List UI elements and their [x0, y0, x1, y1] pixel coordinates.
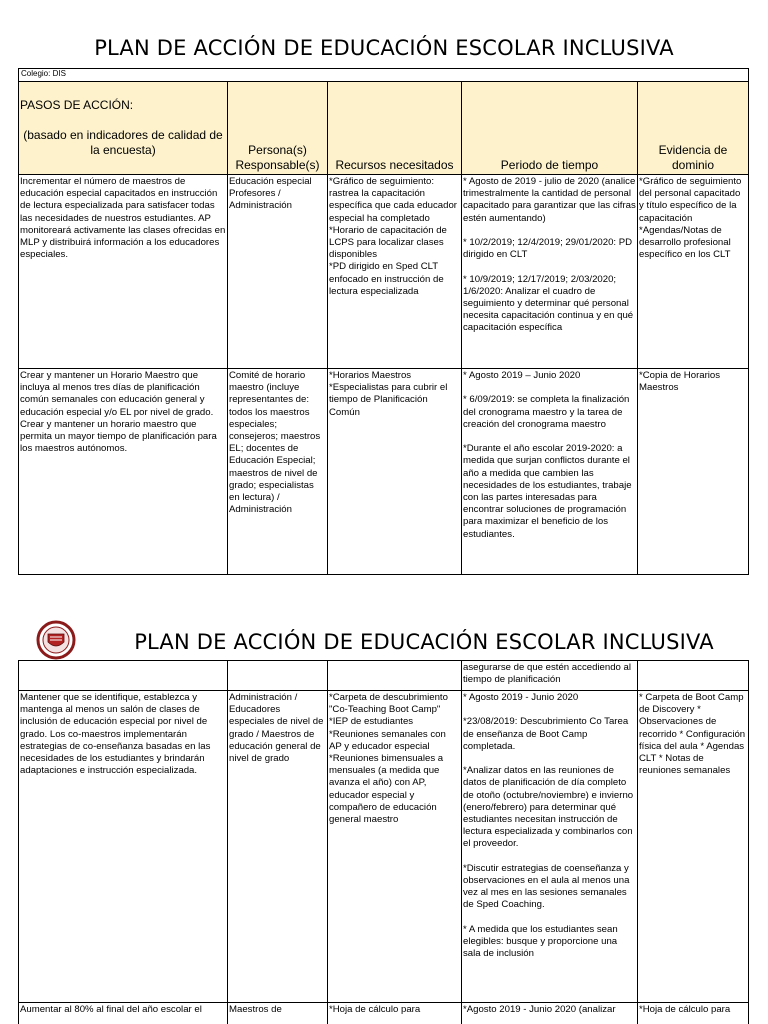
timeline-cell: * Agosto de 2019 - julio de 2020 (analice trimestralmente la cantidad de personal capacitado para garantizar que las cifras estén aumentando) * 10/2/2019; 12/4/2019; 29/01/2020: PD dirigido en CLT * 10/9/2019; 12/17/2019; 2/03/2020; 1/6/2020: Analizar el cuadro de seguimiento y determinar qué personal necesita capacitación continua y en qué capacitación específica — [462, 175, 638, 369]
header-steps-subtitle: (basado en indicadores de calidad de la encuesta) — [23, 128, 223, 157]
action-step-cell — [19, 661, 228, 691]
responsible-cell: Maestros de — [228, 1003, 328, 1024]
header-resources: Recursos necesitados — [328, 82, 462, 175]
action-step-cell: Crear y mantener un Horario Maestro que incluya al menos tres días de planificación común semanales con educación general y educación especial y/o EL por nivel de grado. Crear y mantener un horario maestro que permita un mayor tiempo de planificación para los maestros autónomos. — [19, 369, 228, 575]
school-label: Colegio: DIS — [19, 69, 749, 82]
action-plan-table-continued — [18, 660, 749, 1024]
responsible-cell: Administración / Educadores especiales de nivel de grado / Maestros de educación general de nivel de grado — [228, 691, 328, 1003]
header-action-steps — [19, 82, 228, 175]
action-step-cell: Incrementar el número de maestros de educación especial capacitados en instrucción de lectura especializada para satisfacer todas las necesidades de nuestros estudiantes. AP monitoreará activamente las clases ofrecidas en MLP y distribuirá información a los educadores especiales. — [19, 175, 228, 369]
evidence-cell — [638, 661, 749, 691]
header-steps-title: PASOS DE ACCIÓN: — [20, 98, 134, 112]
evidence-cell: *Copia de Horarios Maestros — [638, 369, 749, 575]
timeline-cell: * Agosto 2019 – Junio 2020 * 6/09/2019: se completa la finalización del cronograma maestro y la tarea de creación del cronograma maestro *Durante el año escolar 2019-2020: a medida que surjan conflictos durante el año a medida que cambien las necesidades de los estudiantes, trabaje con las partes interesadas para encontrar soluciones de programación para maximizar el beneficio de los estudiantes. — [462, 369, 638, 575]
timeline-cell: *Agosto 2019 - Junio 2020 (analizar — [462, 1003, 638, 1024]
table-row — [19, 661, 749, 691]
responsible-cell: Comité de horario maestro (incluye representantes de: todos los maestros especiales; consejeros; maestros EL; docentes de Educación Especial; maestros de nivel de grado; especialistas en lectura) / Administración — [228, 369, 328, 575]
resources-cell: *Carpeta de descubrimiento "Co-Teaching Boot Camp" *IEP de estudiantes *Reuniones semanales con AP y educador especial *Reuniones bimensuales a mensuales (a medida que avanza el año) con AP, educador especial y compañero de educación general maestro — [328, 691, 462, 1003]
table-row — [19, 691, 749, 1003]
resources-cell: *Gráfico de seguimiento: rastrea la capacitación específica que cada educador especial ha completado *Horario de capacitación de LCPS para localizar clases disponibles *PD dirigido en Sped CLT enfocado en instrucción de lectura especializada — [328, 175, 462, 369]
resources-cell: *Hoja de cálculo para — [328, 1003, 462, 1024]
page-title: PLAN DE ACCIÓN DE EDUCACIÓN ESCOLAR INCLUSIVA — [94, 36, 674, 60]
header-timeline: Periodo de tiempo — [462, 82, 638, 175]
evidence-cell: *Gráfico de seguimiento del personal capacitado y título específico de la capacitación *Agendas/Notas de desarrollo profesional específico en los CLT — [638, 175, 749, 369]
table-row — [19, 1003, 749, 1024]
header-responsible: Persona(s) Responsable(s) — [228, 82, 328, 175]
responsible-cell — [228, 661, 328, 691]
resources-cell: *Horarios Maestros *Especialistas para cubrir el tiempo de Planificación Común — [328, 369, 462, 575]
header-row — [19, 82, 749, 175]
timeline-cell: asegurarse de que estén accediendo al tiempo de planificación — [462, 661, 638, 691]
action-plan-table — [18, 68, 749, 575]
table-row — [19, 175, 749, 369]
page-title-2: PLAN DE ACCIÓN DE EDUCACIÓN ESCOLAR INCLUSIVA — [134, 630, 714, 654]
table-row — [19, 369, 749, 575]
action-step-cell: Aumentar al 80% al final del año escolar el — [19, 1003, 228, 1024]
responsible-cell: Educación especial Profesores / Administración — [228, 175, 328, 369]
resources-cell — [328, 661, 462, 691]
school-row — [19, 69, 749, 82]
evidence-cell: * Carpeta de Boot Camp de Discovery * Observaciones de recorrido * Configuración física del aula * Agendas CLT * Notas de reuniones semanales — [638, 691, 749, 1003]
evidence-cell: *Hoja de cálculo para — [638, 1003, 749, 1024]
action-step-cell: Mantener que se identifique, establezca y mantenga al menos un salón de clases de inclusión de educación especial por nivel de grado. Los co-maestros implementarán estrategias de co-enseñanza basadas en las necesidades de los estudiantes y brindarán adaptaciones e instrucción especializada. — [19, 691, 228, 1003]
timeline-cell: * Agosto 2019 - Junio 2020 *23/08/2019: Descubrimiento Co Tarea de enseñanza de Boot Camp completada. *Analizar datos en las reuniones de datos de planificación de día completo de otoño (octubre/noviembre) e invierno (enero/febrero) para determinar qué estudiantes necesitan instrucción de lectura especializada y combinarlos con el proveedor. *Discutir estrategias de coenseñanza y observaciones en el aula al menos una vez al mes en las sesiones semanales de Sped Coaching. * A medida que los estudiantes sean elegibles: busque y proporcione una sala de inclusión — [462, 691, 638, 1003]
header-evidence: Evidencia de dominio — [638, 82, 749, 175]
